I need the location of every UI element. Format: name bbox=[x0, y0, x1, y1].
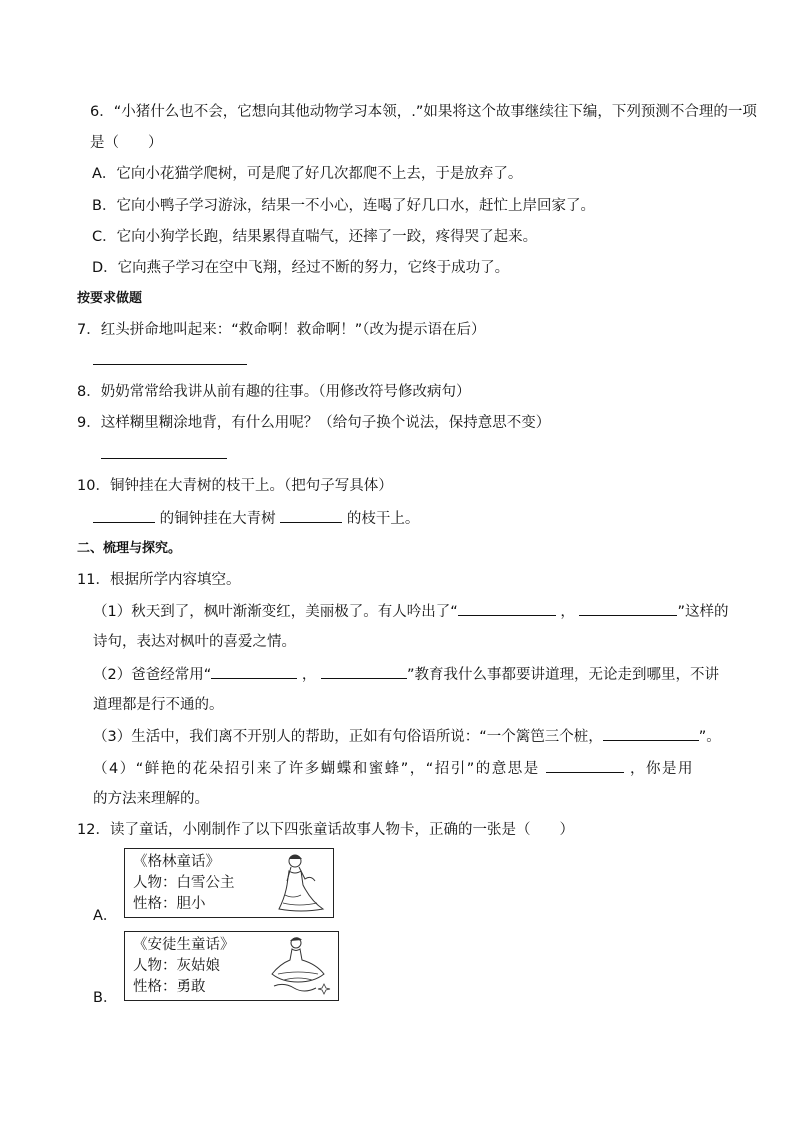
card-b-trait: 性格：勇敢 bbox=[133, 979, 206, 995]
q11-s1-line1 bbox=[93, 601, 728, 622]
q11-s1-prefix: （1）秋天到了，枫叶渐渐变红，美丽极了。有人吟出了“ bbox=[93, 604, 458, 620]
q12-card-b[interactable] bbox=[124, 931, 339, 1001]
q10-fill-line bbox=[93, 508, 419, 529]
q7-answer-line[interactable] bbox=[93, 350, 247, 371]
q11-s2-blank-2[interactable] bbox=[321, 664, 407, 679]
q8-text: 8．奶奶常常给我讲从前有趣的往事。（用修改符号修改病句） bbox=[77, 384, 471, 400]
q12-card-a[interactable] bbox=[124, 848, 334, 918]
q11-s2-line1 bbox=[93, 664, 719, 685]
q11-s2-comma: ， bbox=[301, 667, 317, 683]
q6-option-b[interactable]: B．它向小鸭子学习游泳，结果一不小心，连喝了好几口水，赶忙上岸回家了。 bbox=[92, 198, 595, 214]
q11-s2-line2: 道理都是行不通的。 bbox=[93, 697, 224, 713]
q10-blank-1[interactable] bbox=[93, 508, 155, 523]
q11-s1-blank-1[interactable] bbox=[458, 601, 556, 616]
q6-option-d[interactable]: D．它向燕子学习在空中飞翔，经过不断的努力，它终于成功了。 bbox=[92, 260, 510, 276]
q10-part1: 的铜钟挂在大青树 bbox=[159, 511, 276, 527]
card-b-title: 《安徒生童话》 bbox=[133, 937, 235, 953]
q11-s4-line1 bbox=[93, 758, 694, 779]
q10-blank-2[interactable] bbox=[280, 508, 342, 523]
q12-text: 12．读了童话，小刚制作了以下四张童话故事人物卡，正确的一张是（ ） bbox=[77, 822, 574, 838]
q9-answer-line[interactable] bbox=[101, 444, 227, 465]
card-a-trait: 性格：胆小 bbox=[133, 896, 206, 912]
q11-s3-suffix: ”。 bbox=[698, 729, 721, 745]
card-b-person: 人物：灰姑娘 bbox=[133, 958, 220, 974]
q11-s1-blank-2[interactable] bbox=[579, 601, 677, 616]
q6-stem-line2: 是（ ） bbox=[90, 135, 163, 151]
q11-s4-suffix: ，你是用 bbox=[630, 761, 694, 777]
snow-white-figure-icon bbox=[271, 851, 329, 915]
card-a-title: 《格林童话》 bbox=[133, 854, 220, 870]
q11-s1-comma: ， bbox=[560, 604, 575, 620]
q6-option-c[interactable]: C．它向小狗学长跑，结果累得直喘气，还摔了一跤，疼得哭了起来。 bbox=[92, 229, 538, 245]
q11-s4-line2: 的方法来理解的。 bbox=[93, 791, 209, 807]
q6-stem-line1: 6．“小猪什么也不会，它想向其他动物学习本领，.”如果将这个故事继续往下编，下列预测不合理的一项 bbox=[90, 104, 757, 120]
q12-option-b-label[interactable]: B． bbox=[93, 990, 118, 1006]
q11-s2-blank-1[interactable] bbox=[211, 664, 297, 679]
q11-s3-blank[interactable] bbox=[603, 726, 699, 741]
q11-s2-suffix: ”教育我什么事都要讲道理，无论走到哪里，不讲 bbox=[406, 667, 719, 683]
q11-s4-prefix: （4）“鲜艳的花朵招引来了许多蝴蝶和蜜蜂”，“招引”的意思是 bbox=[93, 761, 540, 777]
q10-part2: 的枝干上。 bbox=[346, 511, 420, 527]
q11-s3-prefix: （3）生活中，我们离不开别人的帮助，正如有句俗语所说：“一个篱笆三个桩， bbox=[93, 729, 603, 745]
q11-s1-suffix: ”这样的 bbox=[677, 604, 729, 620]
q10-text: 10．铜钟挂在大青树的枝干上。（把句子写具体） bbox=[77, 478, 393, 494]
cinderella-figure-icon bbox=[264, 934, 334, 998]
q11-s3-line bbox=[93, 726, 721, 747]
section-heading-2: 二、梳理与探究。 bbox=[77, 541, 182, 556]
q11-s4-blank[interactable] bbox=[546, 758, 624, 773]
q7-text: 7．红头拼命地叫起来：“救命啊！救命啊！”（改为提示语在后） bbox=[77, 322, 486, 338]
q11-s1-line2: 诗句，表达对枫叶的喜爱之情。 bbox=[93, 634, 296, 650]
q9-text: 9．这样糊里糊涂地背，有什么用呢？（给句子换个说法，保持意思不变） bbox=[77, 415, 551, 431]
q12-option-a-label[interactable]: A． bbox=[93, 908, 118, 924]
q11-text: 11．根据所学内容填空。 bbox=[77, 572, 241, 588]
q6-option-a[interactable]: A．它向小花猫学爬树，可是爬了好几次都爬不上去，于是放弃了。 bbox=[92, 166, 523, 182]
card-a-person: 人物：白雪公主 bbox=[133, 875, 235, 891]
q11-s2-prefix: （2）爸爸经常用“ bbox=[93, 667, 212, 683]
section-heading-do: 按要求做题 bbox=[77, 291, 143, 306]
